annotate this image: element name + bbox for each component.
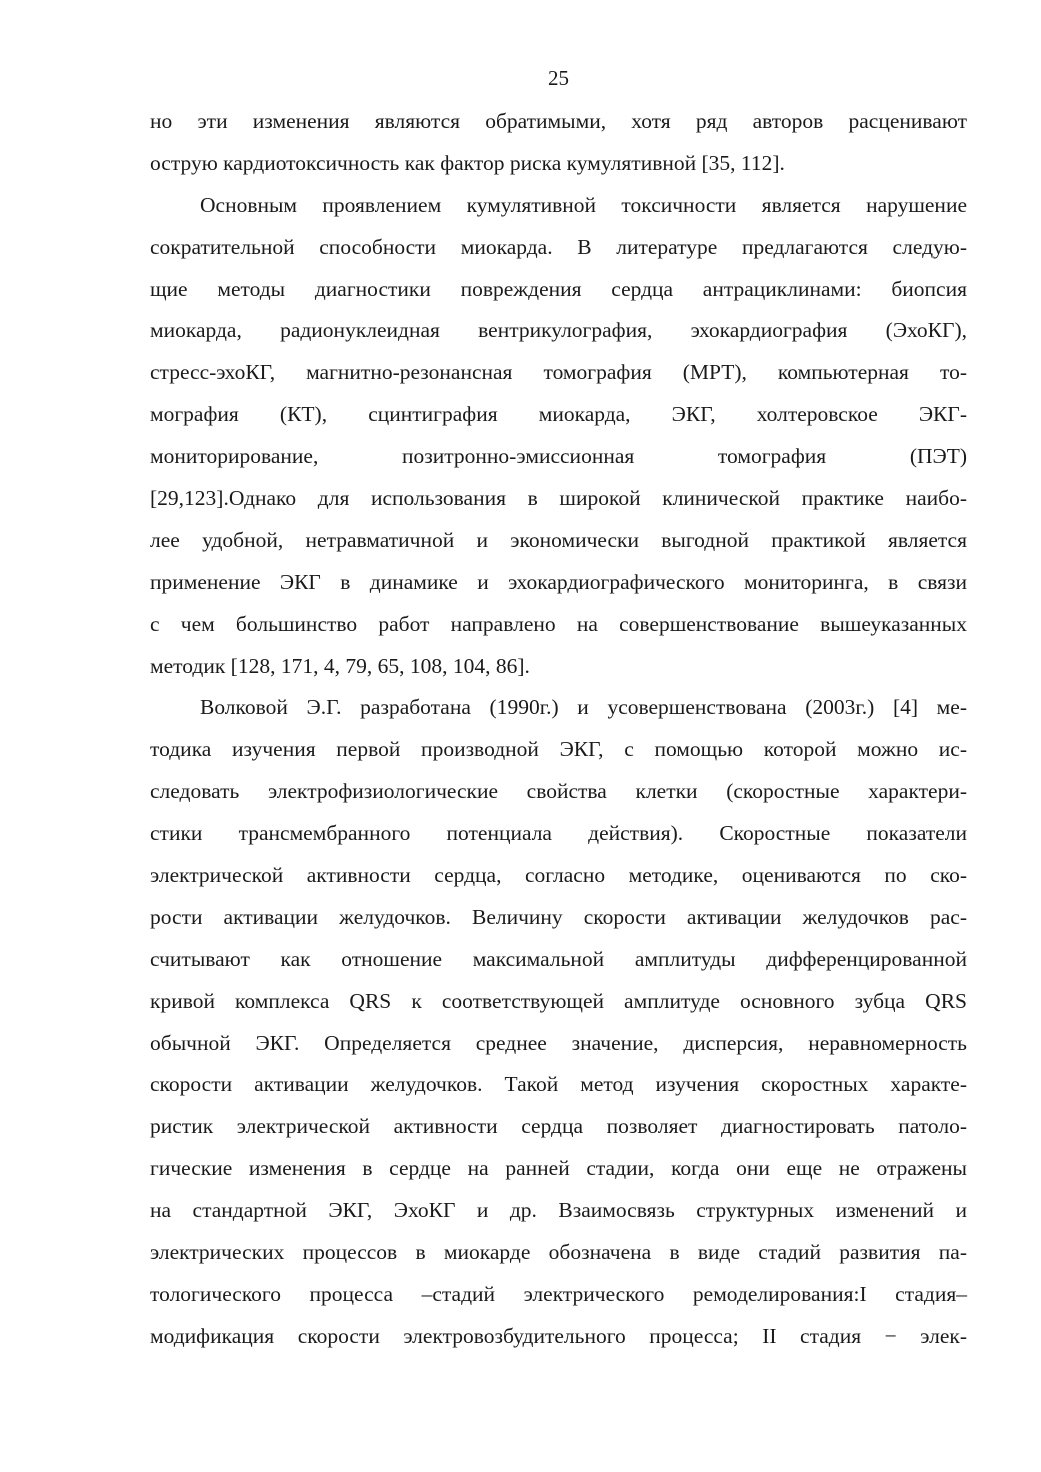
text-line: Основным проявлением кумулятивной токсичности является нарушение [200,192,967,217]
text-line: следовать электрофизиологические свойства клетки (скоростные характери- [150,779,967,804]
body-text [150,101,967,1358]
text-line: обычной ЭКГ. Определяется среднее значение, дисперсия, неравномерность [150,1030,967,1055]
text-line: считывают как отношение максимальной амплитуды дифференцированной [150,946,967,971]
page-number: 25 [548,66,569,90]
text-line: сократительной способности миокарда. В литературе предлагаются следую- [150,234,967,259]
text-line: стики трансмембранного потенциала действия). Скоростные показатели [150,821,967,846]
text-line: мография (КТ), сцинтиграфия миокарда, ЭКГ, холтеровское ЭКГ- [150,402,967,427]
text-line: Волковой Э.Г. разработана (1990г.) и усовершенствована (2003г.) [4] ме- [200,695,967,720]
text-line: тологического процесса –стадий электрического ремоделирования:I стадия– [150,1281,967,1306]
text-line: ристик электрической активности сердца позволяет диагностировать патоло- [150,1114,967,1139]
text-line: скорости активации желудочков. Такой метод изучения скоростных характе- [150,1072,967,1097]
text-line: гические изменения в сердце на ранней стадии, когда они еще не отражены [150,1156,967,1181]
text-line: [29,123].Однако для использования в широкой клинической практике наибо- [150,486,967,511]
text-line: лее удобной, нетравматичной и экономически выгодной практикой является [150,527,967,552]
text-line: стресс-эхоКГ, магнитно-резонансная томография (МРТ), компьютерная то- [150,360,967,385]
text-line: с чем большинство работ направлено на совершенствование вышеуказанных [150,611,967,636]
text-line: кривой комплекса QRS к соответствующей амплитуде основного зубца QRS [150,988,967,1013]
paragraph-3 [150,687,967,1357]
text-line: рости активации желудочков. Величину скорости активации желудочков рас- [150,904,967,929]
text-line: миокарда, радионуклеидная вентрикулография, эхокардиография (ЭхоКГ), [150,318,967,343]
text-line: мониторирование, позитронно-эмиссионная томография (ПЭТ) [150,444,967,469]
text-line: но эти изменения являются обратимыми, хотя ряд авторов расценивают [150,109,967,133]
text-line: тодика изучения первой производной ЭКГ, с помощью которой можно ис- [150,737,967,762]
paragraph-2 [150,185,967,688]
text-line: электрических процессов в миокарде обозначена в виде стадий развития па- [150,1240,967,1265]
text-line: щие методы диагностики повреждения сердца антрациклинами: биопсия [150,276,967,301]
text-line: методик [128, 171, 4, 79, 65, 108, 104, 86]. [150,653,530,678]
text-line: на стандартной ЭКГ, ЭхоКГ и др. Взаимосвязь структурных изменений и [150,1198,967,1223]
paragraph-1 [150,101,967,185]
text-line: применение ЭКГ в динамике и эхокардиографического мониторинга, в связи [150,569,967,594]
text-line: модификация скорости электровозбудительного процесса; II стадия − элек- [150,1323,967,1348]
text-line: электрической активности сердца, согласно методике, оцениваются по ско- [150,863,967,888]
text-line: острую кардиотоксичность как фактор риска кумулятивной [35, 112]. [150,150,785,175]
